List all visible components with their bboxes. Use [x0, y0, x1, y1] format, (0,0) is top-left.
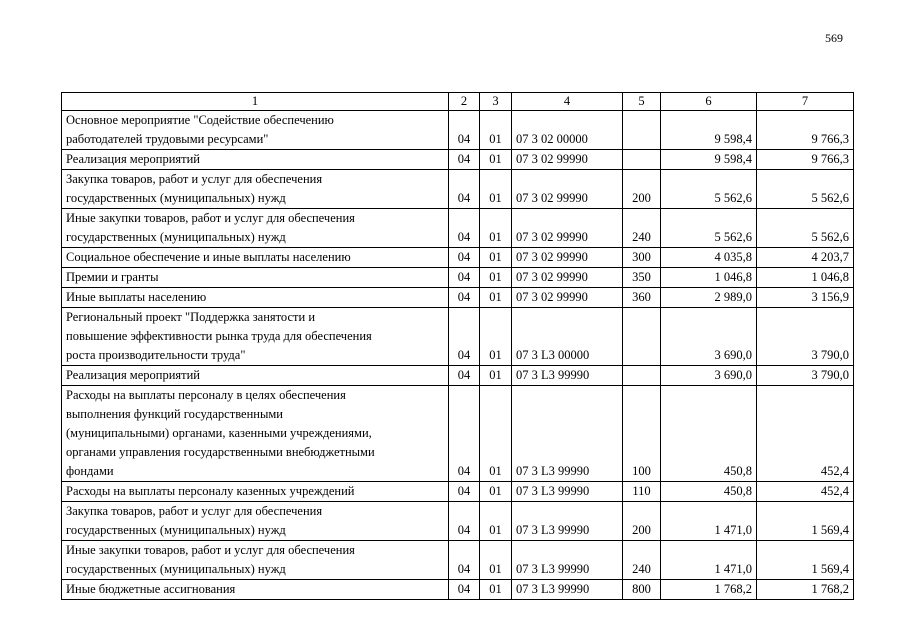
subsection-code-cell: 01	[480, 502, 512, 541]
row-name-line: Реализация мероприятий	[66, 368, 200, 382]
row-name-cell	[62, 288, 449, 308]
section-code-cell: 04	[449, 580, 480, 600]
column-header: 6	[661, 93, 757, 111]
amount-year2-cell: 5 562,6	[757, 209, 854, 248]
table-row	[62, 502, 854, 541]
amount-year2-cell: 452,4	[757, 482, 854, 502]
amount-year2-cell: 9 766,3	[757, 150, 854, 170]
row-name-cell	[62, 248, 449, 268]
table-row	[62, 541, 854, 580]
column-header: 3	[480, 93, 512, 111]
expense-type-cell: 240	[623, 209, 661, 248]
row-name-line: выполнения функций государственными	[66, 407, 283, 421]
row-name-line: Премии и гранты	[66, 270, 159, 284]
amount-year1-cell: 1 768,2	[661, 580, 757, 600]
row-name-line: государственных (муниципальных) нужд	[66, 523, 286, 537]
target-article-cell: 07 3 02 99990	[512, 268, 623, 288]
section-code-cell: 04	[449, 209, 480, 248]
target-article-cell: 07 3 02 99990	[512, 150, 623, 170]
section-code-cell: 04	[449, 150, 480, 170]
amount-year1-cell: 5 562,6	[661, 209, 757, 248]
table-row	[62, 288, 854, 308]
row-name-line: Расходы на выплаты персоналу в целях обеспечения	[66, 388, 346, 402]
expense-type-cell: 300	[623, 248, 661, 268]
row-name-line: Реализация мероприятий	[66, 152, 200, 166]
table-row	[62, 580, 854, 600]
amount-year2-cell: 1 569,4	[757, 541, 854, 580]
target-article-cell: 07 3 L3 99990	[512, 366, 623, 386]
table-row	[62, 150, 854, 170]
expense-type-cell: 240	[623, 541, 661, 580]
amount-year1-cell: 3 690,0	[661, 308, 757, 366]
expense-type-cell: 360	[623, 288, 661, 308]
column-header: 7	[757, 93, 854, 111]
amount-year1-cell: 5 562,6	[661, 170, 757, 209]
target-article-cell: 07 3 02 99990	[512, 288, 623, 308]
row-name-cell	[62, 502, 449, 541]
target-article-cell: 07 3 L3 99990	[512, 541, 623, 580]
section-code-cell: 04	[449, 268, 480, 288]
section-code-cell: 04	[449, 502, 480, 541]
amount-year2-cell: 452,4	[757, 386, 854, 482]
amount-year1-cell: 9 598,4	[661, 111, 757, 150]
amount-year2-cell: 1 768,2	[757, 580, 854, 600]
amount-year2-cell: 4 203,7	[757, 248, 854, 268]
expense-type-cell: 200	[623, 170, 661, 209]
section-code-cell: 04	[449, 308, 480, 366]
subsection-code-cell: 01	[480, 150, 512, 170]
target-article-cell: 07 3 L3 99990	[512, 580, 623, 600]
expense-type-cell: 800	[623, 580, 661, 600]
row-name-line: фондами	[66, 464, 114, 478]
amount-year2-cell: 3 790,0	[757, 308, 854, 366]
row-name-cell	[62, 170, 449, 209]
section-code-cell: 04	[449, 170, 480, 209]
section-code-cell: 04	[449, 111, 480, 150]
target-article-cell: 07 3 L3 99990	[512, 482, 623, 502]
table-row	[62, 248, 854, 268]
subsection-code-cell: 01	[480, 209, 512, 248]
subsection-code-cell: 01	[480, 541, 512, 580]
row-name-line: Иные закупки товаров, работ и услуг для обеспечения	[66, 543, 355, 557]
table-row	[62, 268, 854, 288]
row-name-line: работодателей трудовыми ресурсами"	[66, 132, 269, 146]
amount-year2-cell: 1 569,4	[757, 502, 854, 541]
page-number: 569	[825, 31, 843, 45]
column-header: 5	[623, 93, 661, 111]
amount-year1-cell: 3 690,0	[661, 366, 757, 386]
row-name-line: органами управления государственными внебюджетными	[66, 445, 375, 459]
table-row	[62, 308, 854, 366]
target-article-cell: 07 3 02 99990	[512, 170, 623, 209]
row-name-line: Иные закупки товаров, работ и услуг для обеспечения	[66, 211, 355, 225]
column-header: 1	[62, 93, 449, 111]
row-name-cell	[62, 111, 449, 150]
table-row	[62, 111, 854, 150]
section-code-cell: 04	[449, 541, 480, 580]
row-name-line: Иные бюджетные ассигнования	[66, 582, 236, 596]
amount-year2-cell: 3 156,9	[757, 288, 854, 308]
expense-type-cell: 200	[623, 502, 661, 541]
table-row	[62, 209, 854, 248]
expense-type-cell: 350	[623, 268, 661, 288]
table-row	[62, 482, 854, 502]
target-article-cell: 07 3 L3 99990	[512, 502, 623, 541]
target-article-cell: 07 3 L3 99990	[512, 386, 623, 482]
expense-type-cell: 110	[623, 482, 661, 502]
column-header: 4	[512, 93, 623, 111]
table-row	[62, 366, 854, 386]
row-name-line: Социальное обеспечение и иные выплаты населению	[66, 250, 351, 264]
table-row	[62, 386, 854, 482]
amount-year2-cell: 9 766,3	[757, 111, 854, 150]
subsection-code-cell: 01	[480, 308, 512, 366]
row-name-cell	[62, 209, 449, 248]
row-name-cell	[62, 541, 449, 580]
row-name-cell	[62, 366, 449, 386]
row-name-line: государственных (муниципальных) нужд	[66, 562, 286, 576]
amount-year1-cell: 2 989,0	[661, 288, 757, 308]
target-article-cell: 07 3 L3 00000	[512, 308, 623, 366]
subsection-code-cell: 01	[480, 111, 512, 150]
amount-year1-cell: 450,8	[661, 386, 757, 482]
subsection-code-cell: 01	[480, 482, 512, 502]
section-code-cell: 04	[449, 386, 480, 482]
row-name-line: Расходы на выплаты персоналу казенных учреждений	[66, 484, 355, 498]
amount-year1-cell: 1 046,8	[661, 268, 757, 288]
row-name-line: государственных (муниципальных) нужд	[66, 191, 286, 205]
column-header: 2	[449, 93, 480, 111]
section-code-cell: 04	[449, 366, 480, 386]
section-code-cell: 04	[449, 248, 480, 268]
expense-type-cell: 100	[623, 386, 661, 482]
row-name-cell	[62, 580, 449, 600]
row-name-cell	[62, 308, 449, 366]
subsection-code-cell: 01	[480, 248, 512, 268]
subsection-code-cell: 01	[480, 170, 512, 209]
row-name-cell	[62, 268, 449, 288]
section-code-cell: 04	[449, 482, 480, 502]
row-name-line: Основное мероприятие "Содействие обеспечению	[66, 113, 334, 127]
subsection-code-cell: 01	[480, 268, 512, 288]
row-name-line: Региональный проект "Поддержка занятости и	[66, 310, 316, 324]
subsection-code-cell: 01	[480, 580, 512, 600]
row-name-cell	[62, 482, 449, 502]
row-name-line: Иные выплаты населению	[66, 290, 207, 304]
amount-year1-cell: 4 035,8	[661, 248, 757, 268]
expense-type-cell	[623, 111, 661, 150]
row-name-cell	[62, 386, 449, 482]
subsection-code-cell: 01	[480, 288, 512, 308]
subsection-code-cell: 01	[480, 386, 512, 482]
amount-year1-cell: 9 598,4	[661, 150, 757, 170]
row-name-cell	[62, 150, 449, 170]
table-row	[62, 170, 854, 209]
amount-year2-cell: 1 046,8	[757, 268, 854, 288]
expense-type-cell	[623, 150, 661, 170]
row-name-line: государственных (муниципальных) нужд	[66, 230, 286, 244]
target-article-cell: 07 3 02 00000	[512, 111, 623, 150]
target-article-cell: 07 3 02 99990	[512, 248, 623, 268]
target-article-cell: 07 3 02 99990	[512, 209, 623, 248]
expense-type-cell	[623, 308, 661, 366]
row-name-line: роста производительности труда"	[66, 348, 246, 362]
row-name-line: повышение эффективности рынка труда для обеспечения	[66, 329, 372, 343]
budget-table	[61, 92, 854, 600]
row-name-line: Закупка товаров, работ и услуг для обеспечения	[66, 504, 323, 518]
subsection-code-cell: 01	[480, 366, 512, 386]
amount-year2-cell: 3 790,0	[757, 366, 854, 386]
row-name-line: Закупка товаров, работ и услуг для обеспечения	[66, 172, 323, 186]
amount-year1-cell: 1 471,0	[661, 502, 757, 541]
amount-year2-cell: 5 562,6	[757, 170, 854, 209]
amount-year1-cell: 1 471,0	[661, 541, 757, 580]
section-code-cell: 04	[449, 288, 480, 308]
row-name-line: (муниципальными) органами, казенными учреждениями,	[66, 426, 372, 440]
table-body	[62, 111, 854, 600]
table-header-row	[62, 93, 854, 111]
amount-year1-cell: 450,8	[661, 482, 757, 502]
expense-type-cell	[623, 366, 661, 386]
